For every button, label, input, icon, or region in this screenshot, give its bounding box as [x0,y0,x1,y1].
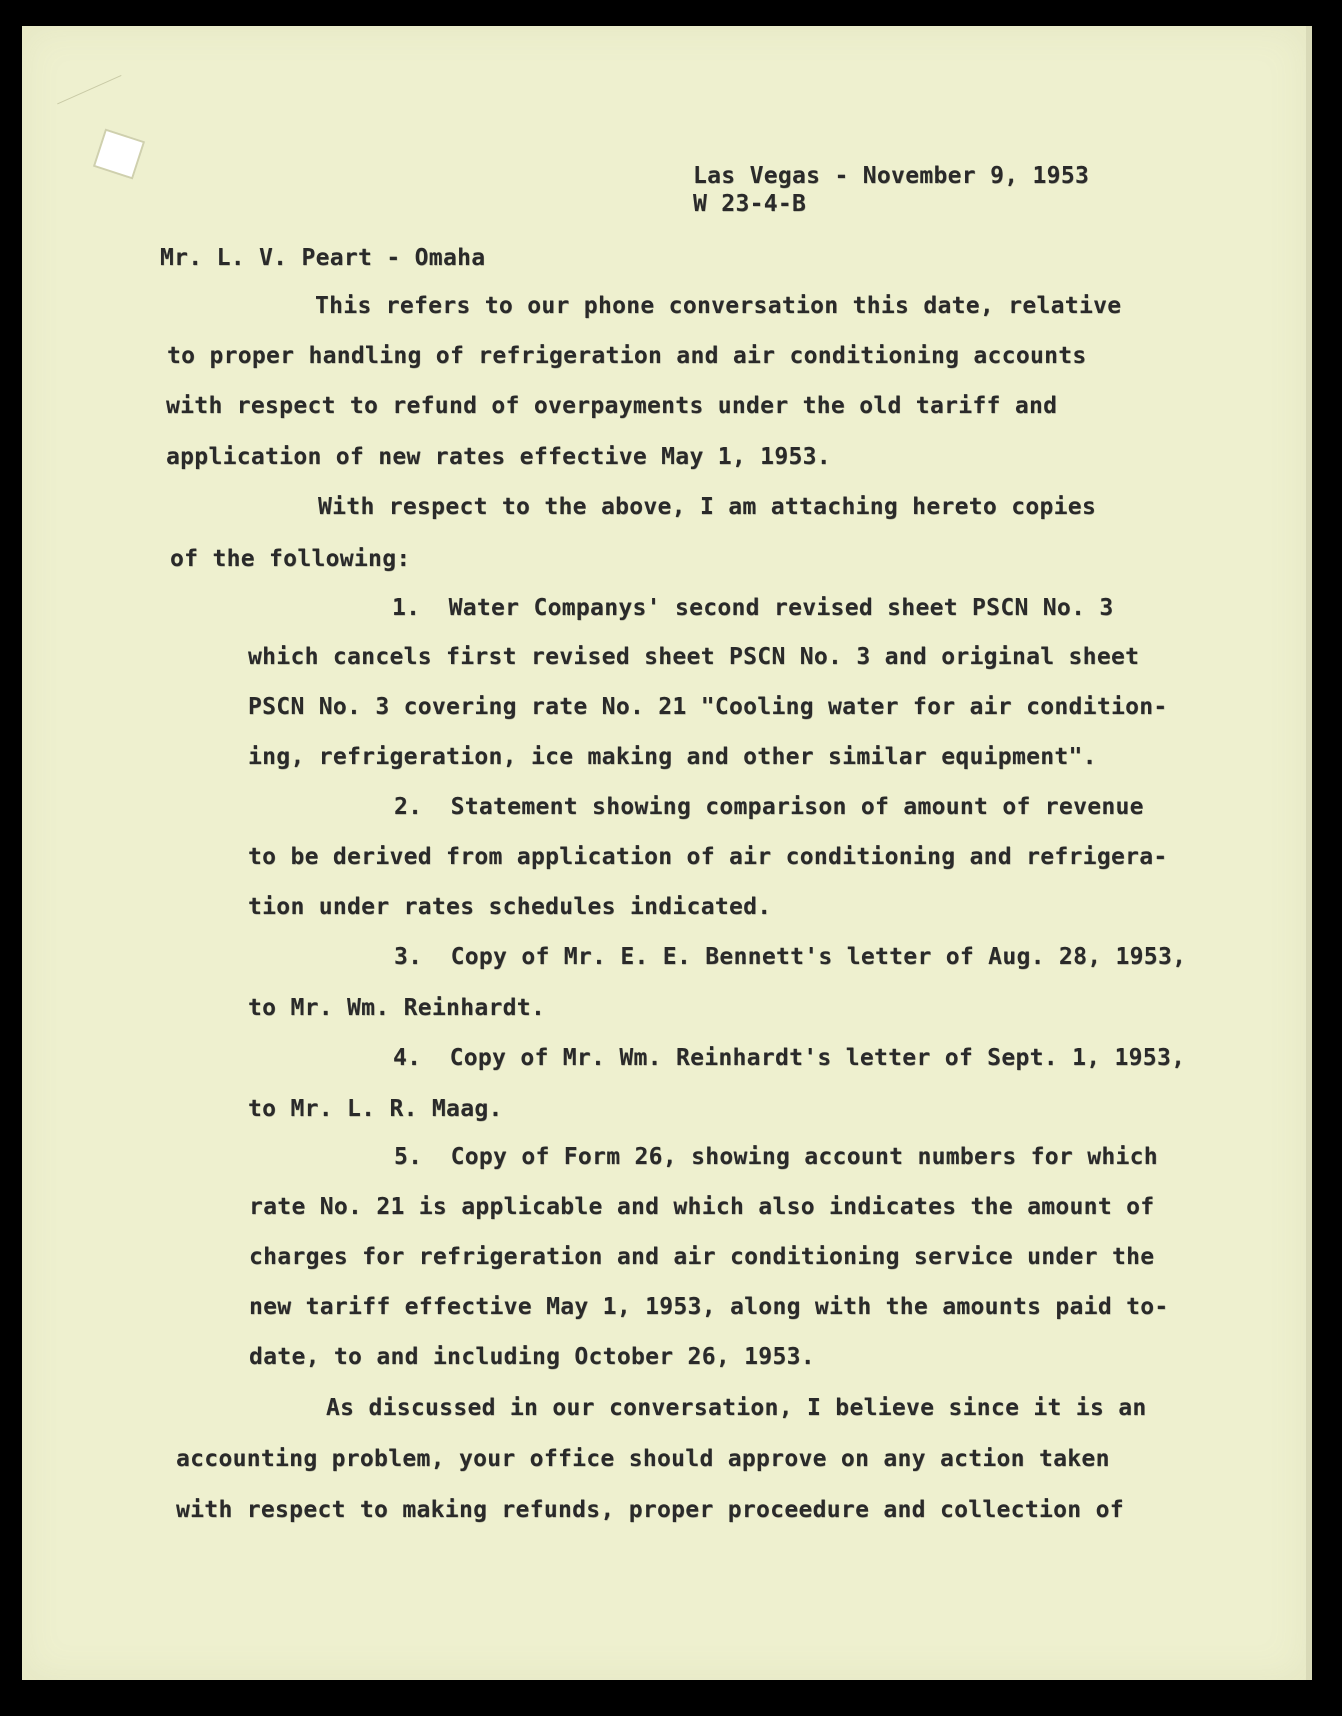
list-item-continuation: date, to and including October 26, 1953. [249,1344,815,1370]
body-line: with respect to making refunds, proper proceedure and collection of [176,1497,1124,1523]
list-item: 3. Copy of Mr. E. E. Bennett's letter of Aug. 28, 1953, [394,944,1187,970]
list-item: 2. Statement showing comparison of amount of revenue [394,794,1144,820]
list-item: 5. Copy of Form 26, showing account numbers for which [394,1144,1158,1170]
list-item-continuation: ing, refrigeration, ice making and other similar equipment". [248,744,1097,770]
addressee-line: Mr. L. V. Peart - Omaha [160,245,486,271]
place-date-line: Las Vegas - November 9, 1953 [693,163,1090,189]
list-item: 1. Water Companys' second revised sheet PSCN No. 3 [392,595,1114,621]
body-line: With respect to the above, I am attaching hereto copies [318,494,1097,520]
list-item-continuation: to Mr. L. R. Maag. [248,1096,503,1122]
list-item-continuation: to Mr. Wm. Reinhardt. [248,995,546,1021]
list-item-continuation: tion under rates schedules indicated. [248,894,772,920]
body-line: This refers to our phone conversation this date, relative [315,293,1122,319]
body-line: of the following: [170,546,411,572]
paper-edge [1306,26,1312,1680]
body-line: to proper handling of refrigeration and air conditioning accounts [167,343,1087,369]
body-line: with respect to refund of overpayments under the old tariff and [166,393,1058,419]
list-item-continuation: charges for refrigeration and air conditioning service under the [249,1244,1155,1270]
file-reference: W 23-4-B [693,191,807,217]
list-item: 4. Copy of Mr. Wm. Reinhardt's letter of Sept. 1, 1953, [393,1045,1186,1071]
body-line: accounting problem, your office should approve on any action taken [176,1446,1110,1472]
body-line: application of new rates effective May 1, 1953. [166,444,831,470]
list-item-continuation: new tariff effective May 1, 1953, along with the amounts paid to- [249,1294,1169,1320]
list-item-continuation: PSCN No. 3 covering rate No. 21 "Cooling water for air condition- [248,694,1168,720]
list-item-continuation: to be derived from application of air conditioning and refrigera- [248,844,1168,870]
list-item-continuation: rate No. 21 is applicable and which also indicates the amount of [249,1194,1155,1220]
body-line: As discussed in our conversation, I believe since it is an [326,1395,1147,1421]
list-item-continuation: which cancels first revised sheet PSCN No. 3 and original sheet [248,644,1140,670]
